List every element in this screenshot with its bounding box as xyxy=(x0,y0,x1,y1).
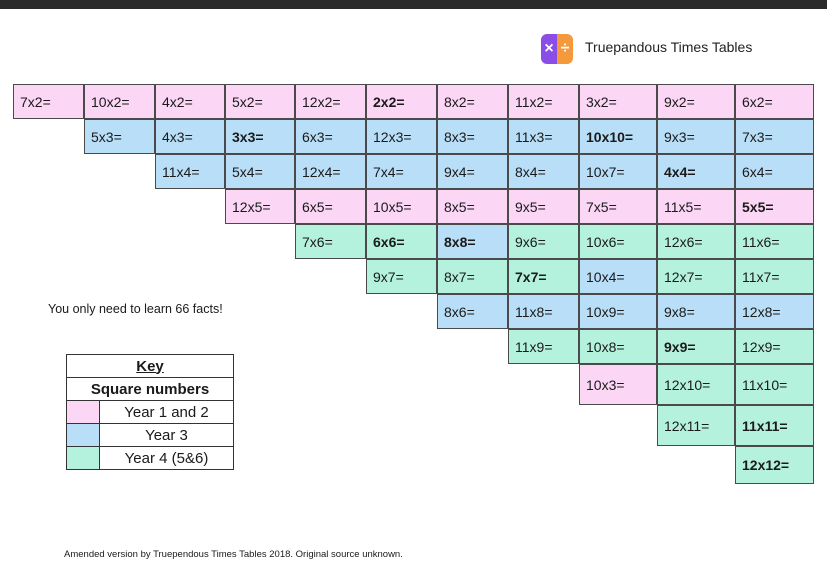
key-label-year-4: Year 4 (5&6) xyxy=(100,447,234,470)
fact-cell: 7x6= xyxy=(295,224,366,259)
fact-cell: 10x7= xyxy=(579,154,657,189)
fact-cell: 11x6= xyxy=(735,224,814,259)
fact-cell: 10x8= xyxy=(579,329,657,364)
fact-cell: 3x2= xyxy=(579,84,657,119)
fact-cell: 8x2= xyxy=(437,84,508,119)
fact-cell: 4x4= xyxy=(657,154,735,189)
fact-cell: 8x5= xyxy=(437,189,508,224)
fact-cell: 9x8= xyxy=(657,294,735,329)
fact-cell: 9x5= xyxy=(508,189,579,224)
fact-cell: 10x9= xyxy=(579,294,657,329)
brand-title: Truepandous Times Tables xyxy=(585,39,753,55)
fact-cell: 11x2= xyxy=(508,84,579,119)
fact-cell: 12x10= xyxy=(657,364,735,405)
fact-cell: 12x8= xyxy=(735,294,814,329)
fact-cell: 12x9= xyxy=(735,329,814,364)
fact-cell: 7x7= xyxy=(508,259,579,294)
fact-cell: 12x3= xyxy=(366,119,437,154)
fact-cell: 4x3= xyxy=(155,119,225,154)
fact-cell: 6x4= xyxy=(735,154,814,189)
key-table xyxy=(66,354,234,470)
fact-cell: 9x7= xyxy=(366,259,437,294)
fact-cell: 5x4= xyxy=(225,154,295,189)
fact-cell: 11x7= xyxy=(735,259,814,294)
fact-cell: 11x3= xyxy=(508,119,579,154)
fact-cell: 7x5= xyxy=(579,189,657,224)
multiply-symbol: × xyxy=(544,40,554,57)
fact-cell: 11x5= xyxy=(657,189,735,224)
fact-cell: 7x3= xyxy=(735,119,814,154)
fact-cell: 5x2= xyxy=(225,84,295,119)
fact-cell: 6x2= xyxy=(735,84,814,119)
top-dark-bar xyxy=(0,0,827,9)
fact-cell: 12x2= xyxy=(295,84,366,119)
fact-cell: 7x2= xyxy=(13,84,84,119)
fact-cell: 8x4= xyxy=(508,154,579,189)
fact-cell: 6x5= xyxy=(295,189,366,224)
fact-cell: 3x3= xyxy=(225,119,295,154)
fact-cell: 11x10= xyxy=(735,364,814,405)
footer-credit: Amended version by Truependous Times Tables 2018. Original source unknown. xyxy=(64,549,403,560)
key-label-year-1-2: Year 1 and 2 xyxy=(100,401,234,424)
facts-note: You only need to learn 66 facts! xyxy=(48,302,223,316)
fact-cell: 10x5= xyxy=(366,189,437,224)
fact-cell: 11x11= xyxy=(735,405,814,446)
fact-cell: 11x4= xyxy=(155,154,225,189)
fact-cell: 8x7= xyxy=(437,259,508,294)
fact-cell: 9x3= xyxy=(657,119,735,154)
fact-cell: 9x2= xyxy=(657,84,735,119)
key-swatch-year-1-2 xyxy=(67,401,100,424)
fact-cell: 5x3= xyxy=(84,119,155,154)
fact-cell: 10x10= xyxy=(579,119,657,154)
fact-cell: 12x4= xyxy=(295,154,366,189)
fact-cell: 8x8= xyxy=(437,224,508,259)
fact-cell: 10x6= xyxy=(579,224,657,259)
fact-cell: 12x6= xyxy=(657,224,735,259)
fact-cell: 8x6= xyxy=(437,294,508,329)
fact-cell: 10x2= xyxy=(84,84,155,119)
fact-cell: 10x4= xyxy=(579,259,657,294)
fact-cell: 8x3= xyxy=(437,119,508,154)
fact-cell: 9x6= xyxy=(508,224,579,259)
fact-cell: 12x7= xyxy=(657,259,735,294)
key-swatch-year-4 xyxy=(67,447,100,470)
key-subtitle: Square numbers xyxy=(67,378,234,401)
fact-cell: 5x5= xyxy=(735,189,814,224)
fact-cell: 12x12= xyxy=(735,446,814,484)
fact-cell: 6x3= xyxy=(295,119,366,154)
fact-cell: 12x11= xyxy=(657,405,735,446)
key-label-year-3: Year 3 xyxy=(100,424,234,447)
fact-cell: 11x9= xyxy=(508,329,579,364)
fact-cell: 9x9= xyxy=(657,329,735,364)
fact-cell: 11x8= xyxy=(508,294,579,329)
fact-cell: 7x4= xyxy=(366,154,437,189)
key-swatch-year-3 xyxy=(67,424,100,447)
fact-cell: 10x3= xyxy=(579,364,657,405)
divide-symbol: ÷ xyxy=(560,40,570,57)
fact-cell: 6x6= xyxy=(366,224,437,259)
multiply-divide-logo-icon xyxy=(541,34,573,64)
fact-cell: 2x2= xyxy=(366,84,437,119)
fact-cell: 4x2= xyxy=(155,84,225,119)
key-title: Key xyxy=(67,355,234,378)
fact-cell: 9x4= xyxy=(437,154,508,189)
fact-cell: 12x5= xyxy=(225,189,295,224)
